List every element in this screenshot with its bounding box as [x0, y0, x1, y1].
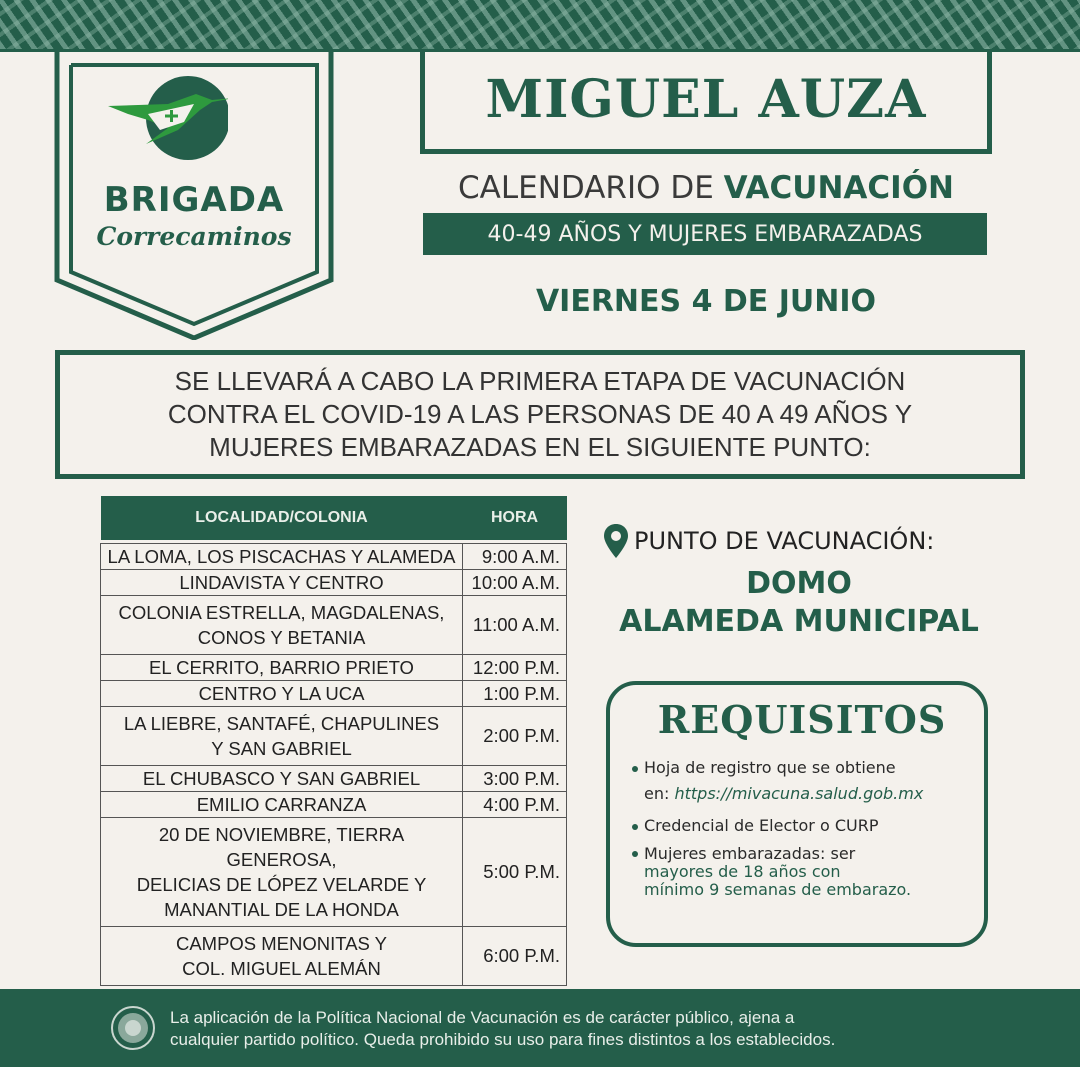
- footer: [0, 989, 1080, 1067]
- time-cell: 3:00 P.M.: [463, 765, 567, 791]
- requirement-prefix: en:: [644, 784, 670, 803]
- requirement-text: Hoja de registro que se obtiene: [644, 758, 896, 777]
- locality-cell: [101, 926, 463, 985]
- location-name: [590, 565, 1008, 641]
- table-row: [101, 817, 567, 926]
- locality-line: LINDAVISTA Y CENTRO: [179, 571, 384, 593]
- requirements-list: [644, 755, 984, 905]
- brigada-title: BRIGADA: [103, 180, 285, 220]
- roadrunner-logo-icon: [108, 74, 228, 164]
- map-pin-icon: [604, 524, 628, 558]
- time-cell: 10:00 A.M.: [463, 569, 567, 595]
- time-cell: 1:00 P.M.: [463, 680, 567, 706]
- page-title: MIGUEL AUZA: [485, 69, 927, 130]
- table-row: [101, 654, 567, 680]
- locality-cell: [101, 654, 463, 680]
- locality-cell: [101, 543, 463, 569]
- locality-cell: [101, 817, 463, 926]
- location-label: [604, 524, 934, 558]
- locality-line: LA LOMA, LOS PISCACHAS Y ALAMEDA: [107, 545, 456, 567]
- locality-cell: [101, 706, 463, 765]
- requirements-title: REQUISITOS: [657, 697, 947, 742]
- national-seal-icon: [110, 1005, 156, 1051]
- locality-line: COLONIA ESTRELLA, MAGDALENAS,: [118, 601, 445, 623]
- correcaminos-subtitle: Correcaminos: [96, 222, 292, 251]
- locality-line: DELICIAS DE LÓPEZ VELARDE Y: [136, 873, 427, 895]
- notice-line: CONTRA EL COVID-19 A LAS PERSONAS DE 40 A 49 AÑOS Y: [167, 399, 913, 429]
- registration-link[interactable]: https://mivacuna.salud.gob.mx: [674, 784, 924, 803]
- locality-line: CAMPOS MENONITAS Y: [175, 932, 388, 954]
- legal-disclaimer: [170, 1007, 1030, 1051]
- time-cell: 2:00 P.M.: [463, 706, 567, 765]
- calendar-heading: [420, 170, 992, 206]
- time-cell: 11:00 A.M.: [463, 595, 567, 654]
- locality-cell: [101, 569, 463, 595]
- title-box: [420, 50, 992, 154]
- notice-line: MUJERES EMBARAZADAS EN EL SIGUIENTE PUNTO:: [209, 432, 871, 462]
- table-row: [101, 543, 567, 569]
- requirement-detail: mayores de 18 años con: [644, 862, 841, 881]
- requirement-item: [644, 845, 984, 899]
- calendar-prefix: CALENDARIO DE: [457, 170, 714, 206]
- requirement-detail: mínimo 9 semanas de embarazo.: [644, 880, 912, 899]
- location-label-text: PUNTO DE VACUNACIÓN:: [634, 527, 935, 555]
- locality-line: EMILIO CARRANZA: [196, 793, 367, 815]
- table-row: [101, 680, 567, 706]
- target-group-banner: 40-49 AÑOS Y MUJERES EMBARAZADAS: [423, 213, 987, 255]
- locality-line: 20 DE NOVIEMBRE, TIERRA GENEROSA,: [158, 823, 405, 870]
- locality-line: COL. MIGUEL ALEMÁN: [182, 957, 381, 979]
- notice-box: [55, 350, 1025, 479]
- disclaimer-line: cualquier partido político. Queda prohibido su uso para fines distintos a los establecidos.: [170, 1030, 836, 1049]
- schedule-table: [100, 496, 567, 986]
- column-header-locality: LOCALIDAD/COLONIA: [101, 496, 463, 540]
- time-cell: 6:00 P.M.: [463, 926, 567, 985]
- locality-cell: [101, 791, 463, 817]
- time-cell: 12:00 P.M.: [463, 654, 567, 680]
- locality-cell: [101, 595, 463, 654]
- locality-cell: [101, 765, 463, 791]
- table-header-row: [101, 496, 567, 540]
- decorative-banner: [0, 0, 1080, 52]
- requirement-item: Credencial de Elector o CURP: [644, 813, 984, 839]
- table-row: [101, 791, 567, 817]
- locality-line: MANANTIAL DE LA HONDA: [164, 898, 399, 920]
- locality-line: EL CHUBASCO Y SAN GABRIEL: [142, 767, 421, 789]
- locality-line: Y SAN GABRIEL: [211, 737, 352, 759]
- disclaimer-line: La aplicación de la Política Nacional de Vacunación es de carácter público, ajena a: [170, 1008, 795, 1027]
- time-cell: 5:00 P.M.: [463, 817, 567, 926]
- locality-line: EL CERRITO, BARRIO PRIETO: [149, 656, 414, 678]
- time-cell: 9:00 A.M.: [463, 543, 567, 569]
- requirements-box: [606, 681, 988, 947]
- table-row: [101, 595, 567, 654]
- time-cell: 4:00 P.M.: [463, 791, 567, 817]
- locality-line: CONOS Y BETANIA: [197, 626, 366, 648]
- event-date: VIERNES 4 DE JUNIO: [535, 284, 877, 319]
- locality-line: LA LIEBRE, SANTAFÉ, CHAPULINES: [123, 712, 440, 734]
- calendar-emphasis: VACUNACIÓN: [723, 170, 954, 206]
- column-header-time: HORA: [463, 496, 567, 540]
- locality-line: CENTRO Y LA UCA: [198, 682, 365, 704]
- locality-cell: [101, 680, 463, 706]
- table-row: [101, 706, 567, 765]
- table-row: [101, 569, 567, 595]
- table-row: [101, 926, 567, 985]
- location-name-line2: ALAMEDA MUNICIPAL: [619, 604, 979, 639]
- notice-line: SE LLEVARÁ A CABO LA PRIMERA ETAPA DE VACUNACIÓN: [174, 366, 906, 396]
- requirement-text: Mujeres embarazadas: ser: [644, 844, 856, 863]
- requirement-item: [644, 755, 984, 807]
- table-row: [101, 765, 567, 791]
- location-name-line1: DOMO: [746, 566, 852, 601]
